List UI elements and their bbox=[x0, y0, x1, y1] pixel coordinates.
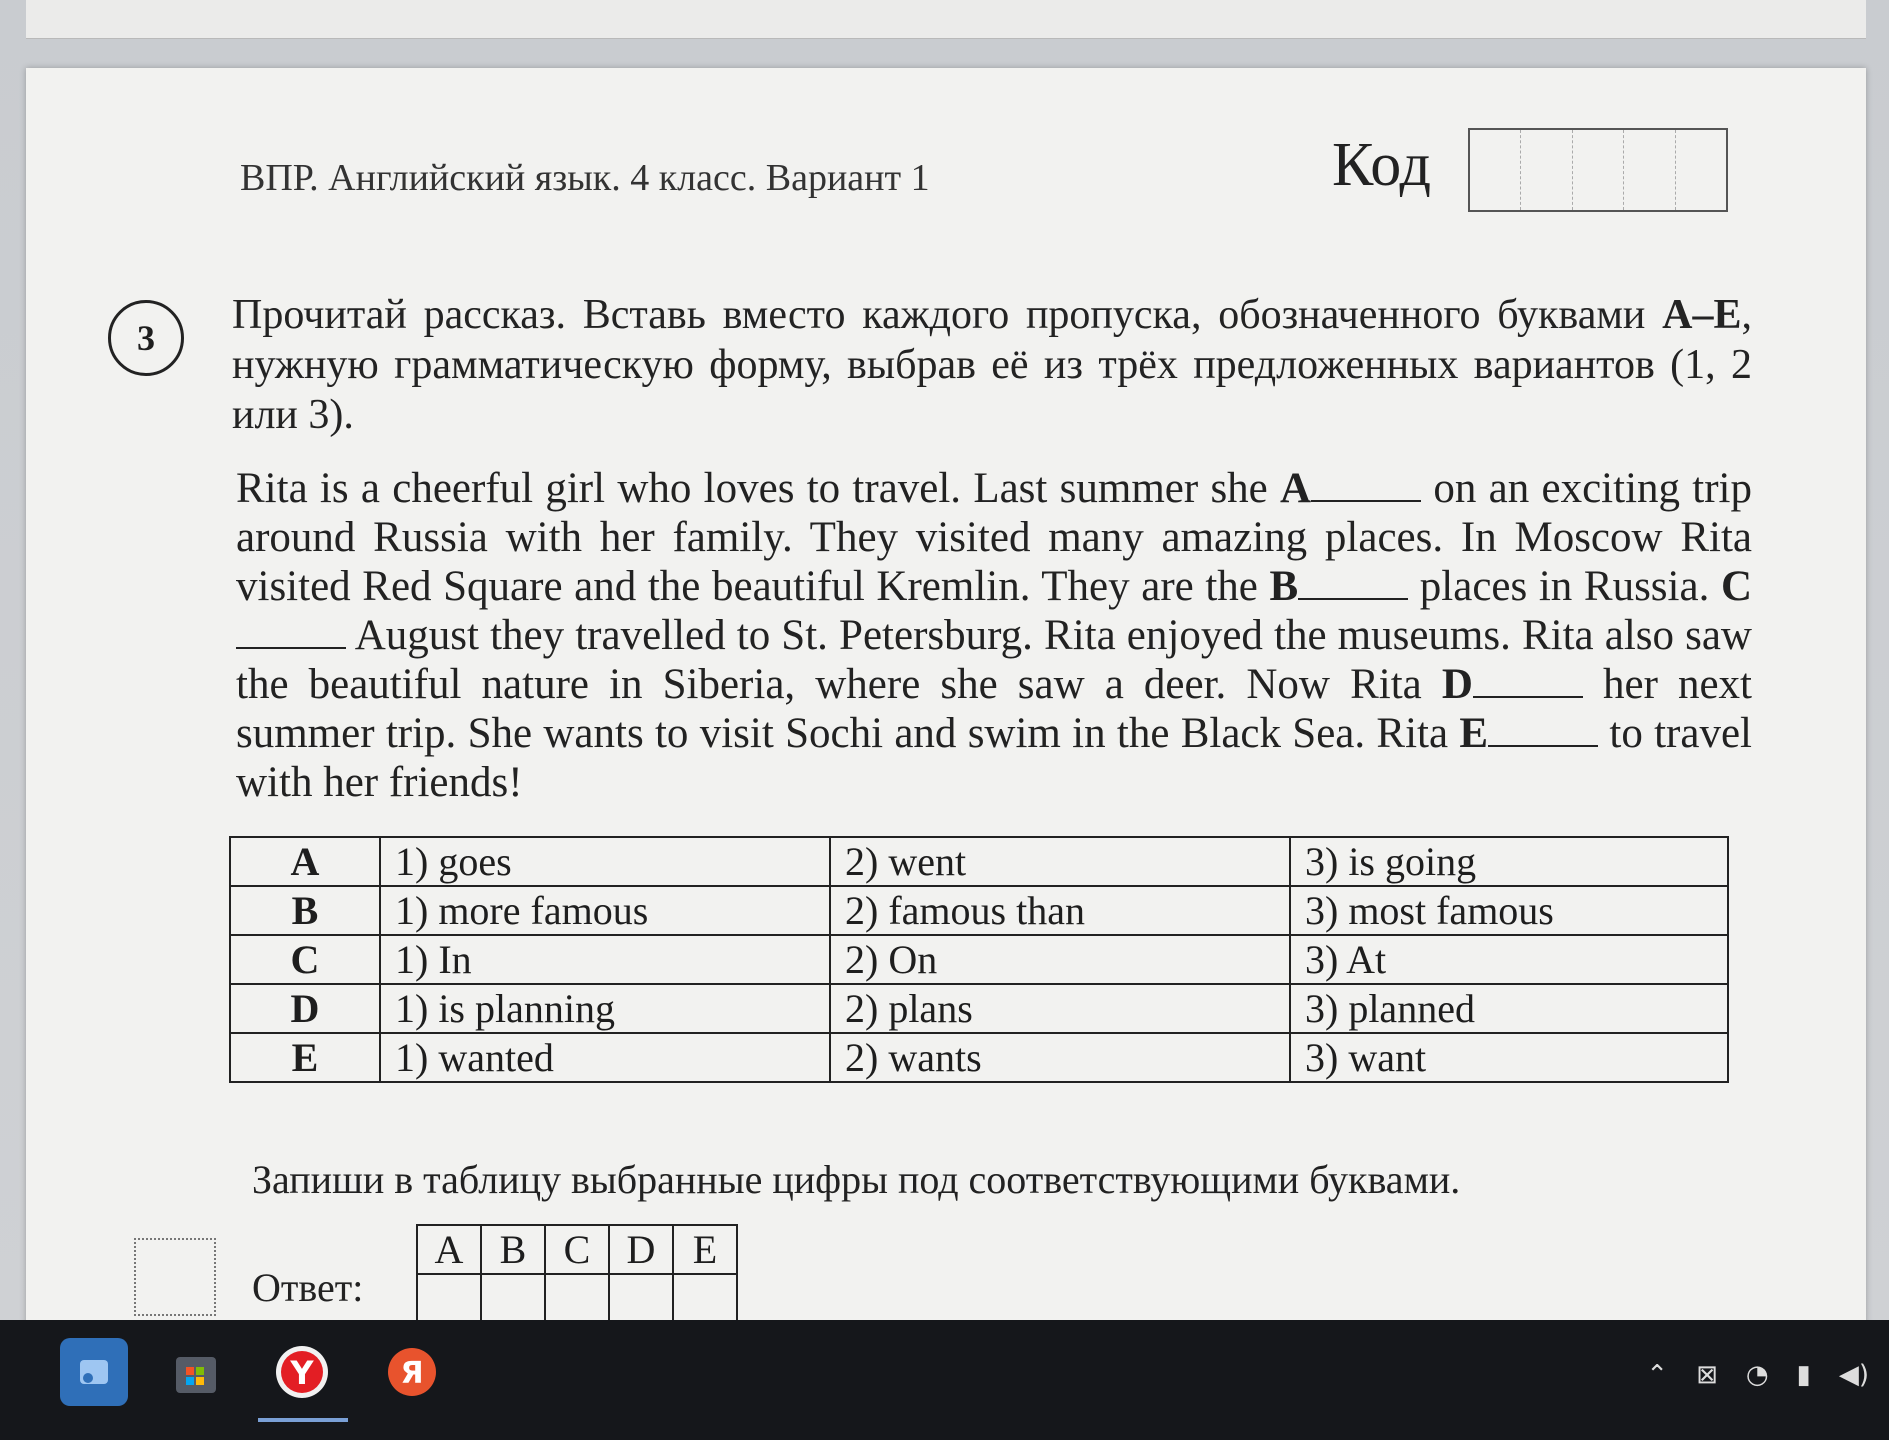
option-choice: 2) wants bbox=[830, 1033, 1290, 1082]
story-segment: her next summer trip. She wants to visit Sochi and swim in the Black Sea. Rita bbox=[236, 661, 1753, 757]
option-choice: 2) plans bbox=[830, 984, 1290, 1033]
gap-letter: A bbox=[1280, 465, 1312, 512]
store-bag-icon bbox=[172, 1349, 220, 1395]
taskbar bbox=[0, 1320, 1889, 1440]
code-cell bbox=[1676, 130, 1726, 210]
yandex-glyph-icon bbox=[386, 1346, 438, 1398]
answer-cell[interactable] bbox=[673, 1274, 737, 1320]
answer-header: B bbox=[481, 1225, 545, 1274]
yandex-letter: Я bbox=[400, 1356, 424, 1391]
option-choice: 1) more famous bbox=[380, 886, 830, 935]
instruction-text: , нужную грамматическую форму, выбрав её из трёх предложенных вариантов (1, 2 или 3). bbox=[232, 292, 1752, 438]
score-box bbox=[134, 1238, 216, 1316]
code-cell bbox=[1470, 130, 1521, 210]
answer-cell[interactable] bbox=[481, 1274, 545, 1320]
instruction-letters: A–E bbox=[1662, 292, 1742, 338]
answer-cell[interactable] bbox=[545, 1274, 609, 1320]
answer-header: C bbox=[545, 1225, 609, 1274]
gap-blank bbox=[1311, 466, 1421, 502]
app-glyph-icon bbox=[74, 1352, 114, 1392]
option-choice: 2) On bbox=[830, 935, 1290, 984]
option-row bbox=[230, 837, 1728, 886]
option-row bbox=[230, 935, 1728, 984]
chevron-up-icon[interactable]: ⌃ bbox=[1646, 1360, 1669, 1390]
document-page bbox=[26, 68, 1866, 1320]
code-label: Код bbox=[1332, 131, 1432, 199]
option-letter: C bbox=[230, 935, 380, 984]
option-choice: 3) planned bbox=[1290, 984, 1728, 1033]
option-choice: 2) went bbox=[830, 837, 1290, 886]
answer-header: A bbox=[417, 1225, 481, 1274]
option-choice: 3) most famous bbox=[1290, 886, 1728, 935]
yandex-browser-glyph-icon bbox=[274, 1344, 330, 1400]
option-row bbox=[230, 1033, 1728, 1082]
option-choice: 3) want bbox=[1290, 1033, 1728, 1082]
page-header-title: ВПР. Английский язык. 4 класс. Вариант 1 bbox=[240, 157, 930, 199]
option-row bbox=[230, 984, 1728, 1033]
fill-instruction: Запиши в таблицу выбранные цифры под соответствующими буквами. bbox=[252, 1157, 1461, 1202]
option-letter: D bbox=[230, 984, 380, 1033]
gap-letter: C bbox=[1720, 563, 1752, 610]
code-cell bbox=[1573, 130, 1624, 210]
gap-blank bbox=[1488, 711, 1598, 747]
system-tray bbox=[1646, 1360, 1869, 1390]
story-segment: August they travelled to St. Petersburg. Rita enjoyed the museums. Rita also saw the beautiful nature in Siberia, where she saw a deer. Now Rita bbox=[236, 612, 1752, 708]
gap-letter: D bbox=[1441, 661, 1473, 708]
option-letter: B bbox=[230, 886, 380, 935]
speaker-icon[interactable]: ◀) bbox=[1838, 1360, 1869, 1390]
answer-label: Ответ: bbox=[252, 1265, 364, 1310]
yandex-icon[interactable] bbox=[378, 1338, 446, 1406]
story-segment: places in Russia. bbox=[1408, 563, 1721, 610]
yandex-browser-icon[interactable] bbox=[268, 1338, 336, 1406]
network-off-icon[interactable]: ⊠ bbox=[1696, 1360, 1718, 1390]
option-choice: 3) is going bbox=[1290, 837, 1728, 886]
answer-cell[interactable] bbox=[417, 1274, 481, 1320]
option-row bbox=[230, 886, 1728, 935]
gap-letter: B bbox=[1269, 563, 1299, 610]
previous-page-edge bbox=[26, 0, 1866, 39]
code-cell bbox=[1521, 130, 1572, 210]
instruction-text: Прочитай рассказ. Вставь вместо каждого пропуска, обозначенного буквами bbox=[232, 292, 1663, 338]
story-segment: on an exciting trip around Russia with her family. They visited many amazing places. In Moscow Rita visited Red Square and the beautiful Kremlin. They are the bbox=[236, 465, 1753, 610]
story-segment: to travel with her friends! bbox=[236, 710, 1752, 806]
answer-cell[interactable] bbox=[609, 1274, 673, 1320]
option-choice: 2) famous than bbox=[830, 886, 1290, 935]
yandex-browser-letter: Y bbox=[290, 1354, 314, 1392]
wifi-icon[interactable]: ◔ bbox=[1745, 1360, 1769, 1390]
gap-blank bbox=[1298, 564, 1408, 600]
gap-blank bbox=[1473, 662, 1583, 698]
active-app-indicator bbox=[258, 1418, 348, 1422]
option-choice: 1) is planning bbox=[380, 984, 830, 1033]
microphone-icon[interactable]: ▮ bbox=[1796, 1360, 1811, 1390]
option-choice: 3) At bbox=[1290, 935, 1728, 984]
option-choice: 1) In bbox=[380, 935, 830, 984]
code-box bbox=[1468, 128, 1728, 212]
task-instruction bbox=[232, 290, 1752, 440]
code-cell bbox=[1624, 130, 1675, 210]
store-icon[interactable] bbox=[162, 1338, 230, 1406]
options-table bbox=[229, 836, 1729, 1083]
task-number: 3 bbox=[108, 300, 184, 376]
gap-blank bbox=[236, 613, 346, 649]
option-choice: 1) wanted bbox=[380, 1033, 830, 1082]
option-letter: A bbox=[230, 837, 380, 886]
app-icon-1[interactable] bbox=[60, 1338, 128, 1406]
story-segment: Rita is a cheerful girl who loves to travel. Last summer she bbox=[236, 465, 1281, 512]
gap-letter: E bbox=[1459, 710, 1489, 757]
story-text bbox=[236, 464, 1752, 807]
option-letter: E bbox=[230, 1033, 380, 1082]
answer-table bbox=[416, 1224, 738, 1320]
answer-header: D bbox=[609, 1225, 673, 1274]
answer-header: E bbox=[673, 1225, 737, 1274]
option-choice: 1) goes bbox=[380, 837, 830, 886]
